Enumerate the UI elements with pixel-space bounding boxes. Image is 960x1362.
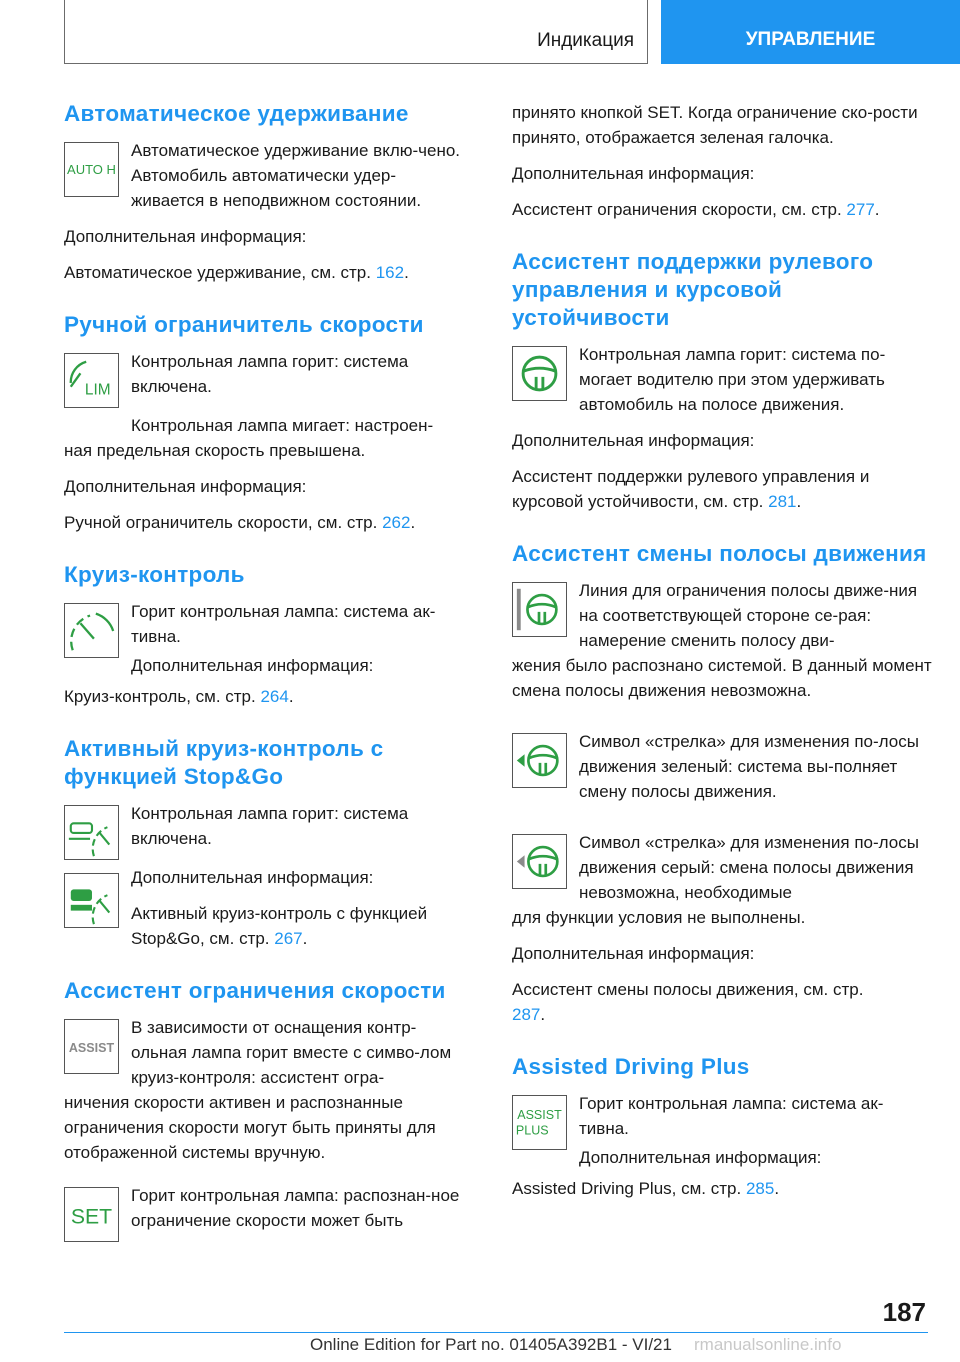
cruise-control-info-label: Дополнительная информация: [131,656,374,675]
cruise-control-text: Горит контрольная лампа: система ак-тивна. [131,602,436,646]
heading-auto-hold: Автоматическое удерживание [64,101,409,126]
steering-assist-text: Контрольная лампа горит: система по-могает водителю при этом удерживать автомобиль на полосе движения. [579,345,886,414]
speed-assist-text-2a: Горит контрольная лампа: распознан-ное ограничение скорости может быть [131,1186,460,1230]
acc-row-2 [64,865,464,951]
assist-icon [64,1019,119,1074]
assist-plus-icon [512,1095,567,1150]
adp-page-link[interactable]: 285 [745,1179,775,1198]
acc-page-link[interactable]: 267 [274,929,303,948]
manual-limiter-reference: Ручной ограничитель скорости, см. стр. 262. [64,513,416,532]
steering-assist-info-label: Дополнительная информация: [512,431,755,450]
lane-change-row-3 [512,830,932,905]
heading-acc-stop-go: Активный круиз-контроль с функцией Stop&Go [64,736,384,789]
footer-edition: Online Edition for Part no. 01405A392B1 - VI/21 [310,1335,672,1354]
speed-assist-text-1b: ничения скорости активен и распознанные ограничения скорости могут быть приняты для отображенной системы вручную. [64,1093,436,1162]
acc-info-label: Дополнительная информация: [131,868,374,887]
right-column [512,100,932,1201]
steering-wheel-icon [512,346,567,401]
header-section-title: Индикация [537,30,634,51]
acc-car-icon [64,805,119,860]
set-icon [64,1187,119,1242]
adp-reference: Assisted Driving Plus, см. стр. 285. [512,1179,780,1198]
auto-hold-row [64,138,464,213]
header-chapter-tab[interactable]: УПРАВЛЕНИЕ [661,0,960,64]
lane-change-reference: Ассистент смены полосы движения, см. стр. 287. [512,980,864,1024]
acc-row-1 [64,801,464,861]
lane-change-arrow-gray-icon [512,834,567,889]
assist-icon-label: ASSIST [68,1040,115,1055]
cruise-control-row [64,599,464,678]
heading-steering-assist: Ассистент поддержки рулевого управления и курсовой устойчивости [512,249,874,330]
footer-watermark: rmanualsonline.info [694,1335,842,1354]
steering-assist-page-link[interactable]: 281 [768,492,797,511]
manual-limiter-text-1: Контрольная лампа горит: система включена. [131,352,409,396]
heading-speed-limit-assist: Ассистент ограничения скорости [64,978,446,1003]
assist-plus-icon-label-2: PLUS [515,1123,549,1138]
manual-limiter-page-link[interactable]: 262 [382,513,411,532]
manual-limiter-row [64,349,464,409]
lane-change-row-2 [512,729,932,804]
speed-assist-set-row [64,1183,464,1243]
lane-change-text-3b: для функции условия не выполнены. [512,908,806,927]
speed-assist-reference: Ассистент ограничения скорости, см. стр. 277. [512,200,880,219]
speed-assist-info-label: Дополнительная информация: [512,164,755,183]
steering-assist-row [512,342,932,417]
cruise-control-reference: Круиз-контроль, см. стр. 264. [64,687,294,706]
heading-assisted-driving-plus: Assisted Driving Plus [512,1054,750,1079]
lane-change-text-3a: Символ «стрелка» для изменения по-лосы движения серый: смена полосы движения невозможна, необходимые [579,833,919,902]
manual-limiter-text-2b: ная предельная скорость превышена. [64,441,366,460]
heading-cruise-control: Круиз-контроль [64,562,245,587]
set-icon-label: SET [70,1205,113,1229]
lane-change-row-1 [512,578,932,653]
cruise-control-page-link[interactable]: 264 [260,687,289,706]
footer-divider [64,1332,928,1333]
acc-reference: Активный круиз-контроль с функцией Stop&Go, см. стр. 267. [131,904,428,948]
adp-info-label: Дополнительная информация: [579,1148,822,1167]
heading-manual-limiter: Ручной ограничитель скорости [64,312,424,337]
auto-hold-reference: Автоматическое удерживание, см. стр. 162. [64,263,409,282]
lane-change-page-link[interactable]: 287 [512,1005,541,1024]
speed-limiter-icon-label: LIM [84,381,111,399]
auto-hold-text: Автоматическое удерживание вклю-чено. Автомобиль автоматически удер-живается в неподвижном состоянии. [131,141,461,210]
manual-limiter-info-label: Дополнительная информация: [64,477,307,496]
speed-assist-text-2b: принято кнопкой SET. Когда ограничение ско-рости принято, отображается зеленая галочка. [512,103,918,147]
assist-plus-icon-label-1: ASSIST [517,1108,562,1123]
speed-assist-row [64,1015,464,1090]
auto-hold-icon [64,142,119,197]
lane-line-gray-icon [512,582,567,637]
speed-assist-page-link[interactable]: 277 [846,200,875,219]
adp-text: Горит контрольная лампа: система ак-тивна. [579,1094,884,1138]
auto-hold-icon-label: AUTO H [67,161,116,177]
lane-change-arrow-green-icon [512,733,567,788]
acc-text: Контрольная лампа горит: система включена. [131,804,409,848]
manual-limiter-text-2a: Контрольная лампа мигает: настроен- [131,416,434,435]
lane-change-text-1a: Линия для ограничения полосы движе-ния на соответствующей стороне се-рая: намерение сменить полосу дви- [579,581,918,650]
lane-change-text-2: Символ «стрелка» для изменения по-лосы движения зеленый: система вы-полняет смену полосы движения. [579,732,919,801]
auto-hold-info-label: Дополнительная информация: [64,227,307,246]
heading-lane-change-assist: Ассистент смены полосы движения [512,541,927,566]
speed-assist-text-1a: В зависимости от оснащения контр-ольная лампа горит вместе с симво-лом круиз-контроля: ассистент огра- [131,1018,452,1087]
left-column [64,100,464,1243]
page-number: 187 [882,1297,926,1327]
auto-hold-page-link[interactable]: 162 [375,263,405,282]
adp-row [512,1091,932,1170]
acc-car-filled-icon [64,873,119,928]
speed-limiter-icon [64,353,119,408]
lane-change-text-1b: жения было распознано системой. В данный момент смена полосы движения невозможна. [512,656,932,700]
lane-change-info-label: Дополнительная информация: [512,944,755,963]
cruise-control-icon [64,603,119,658]
steering-assist-reference: Ассистент поддержки рулевого управления и курсовой устойчивости, см. стр. 281. [512,467,870,511]
